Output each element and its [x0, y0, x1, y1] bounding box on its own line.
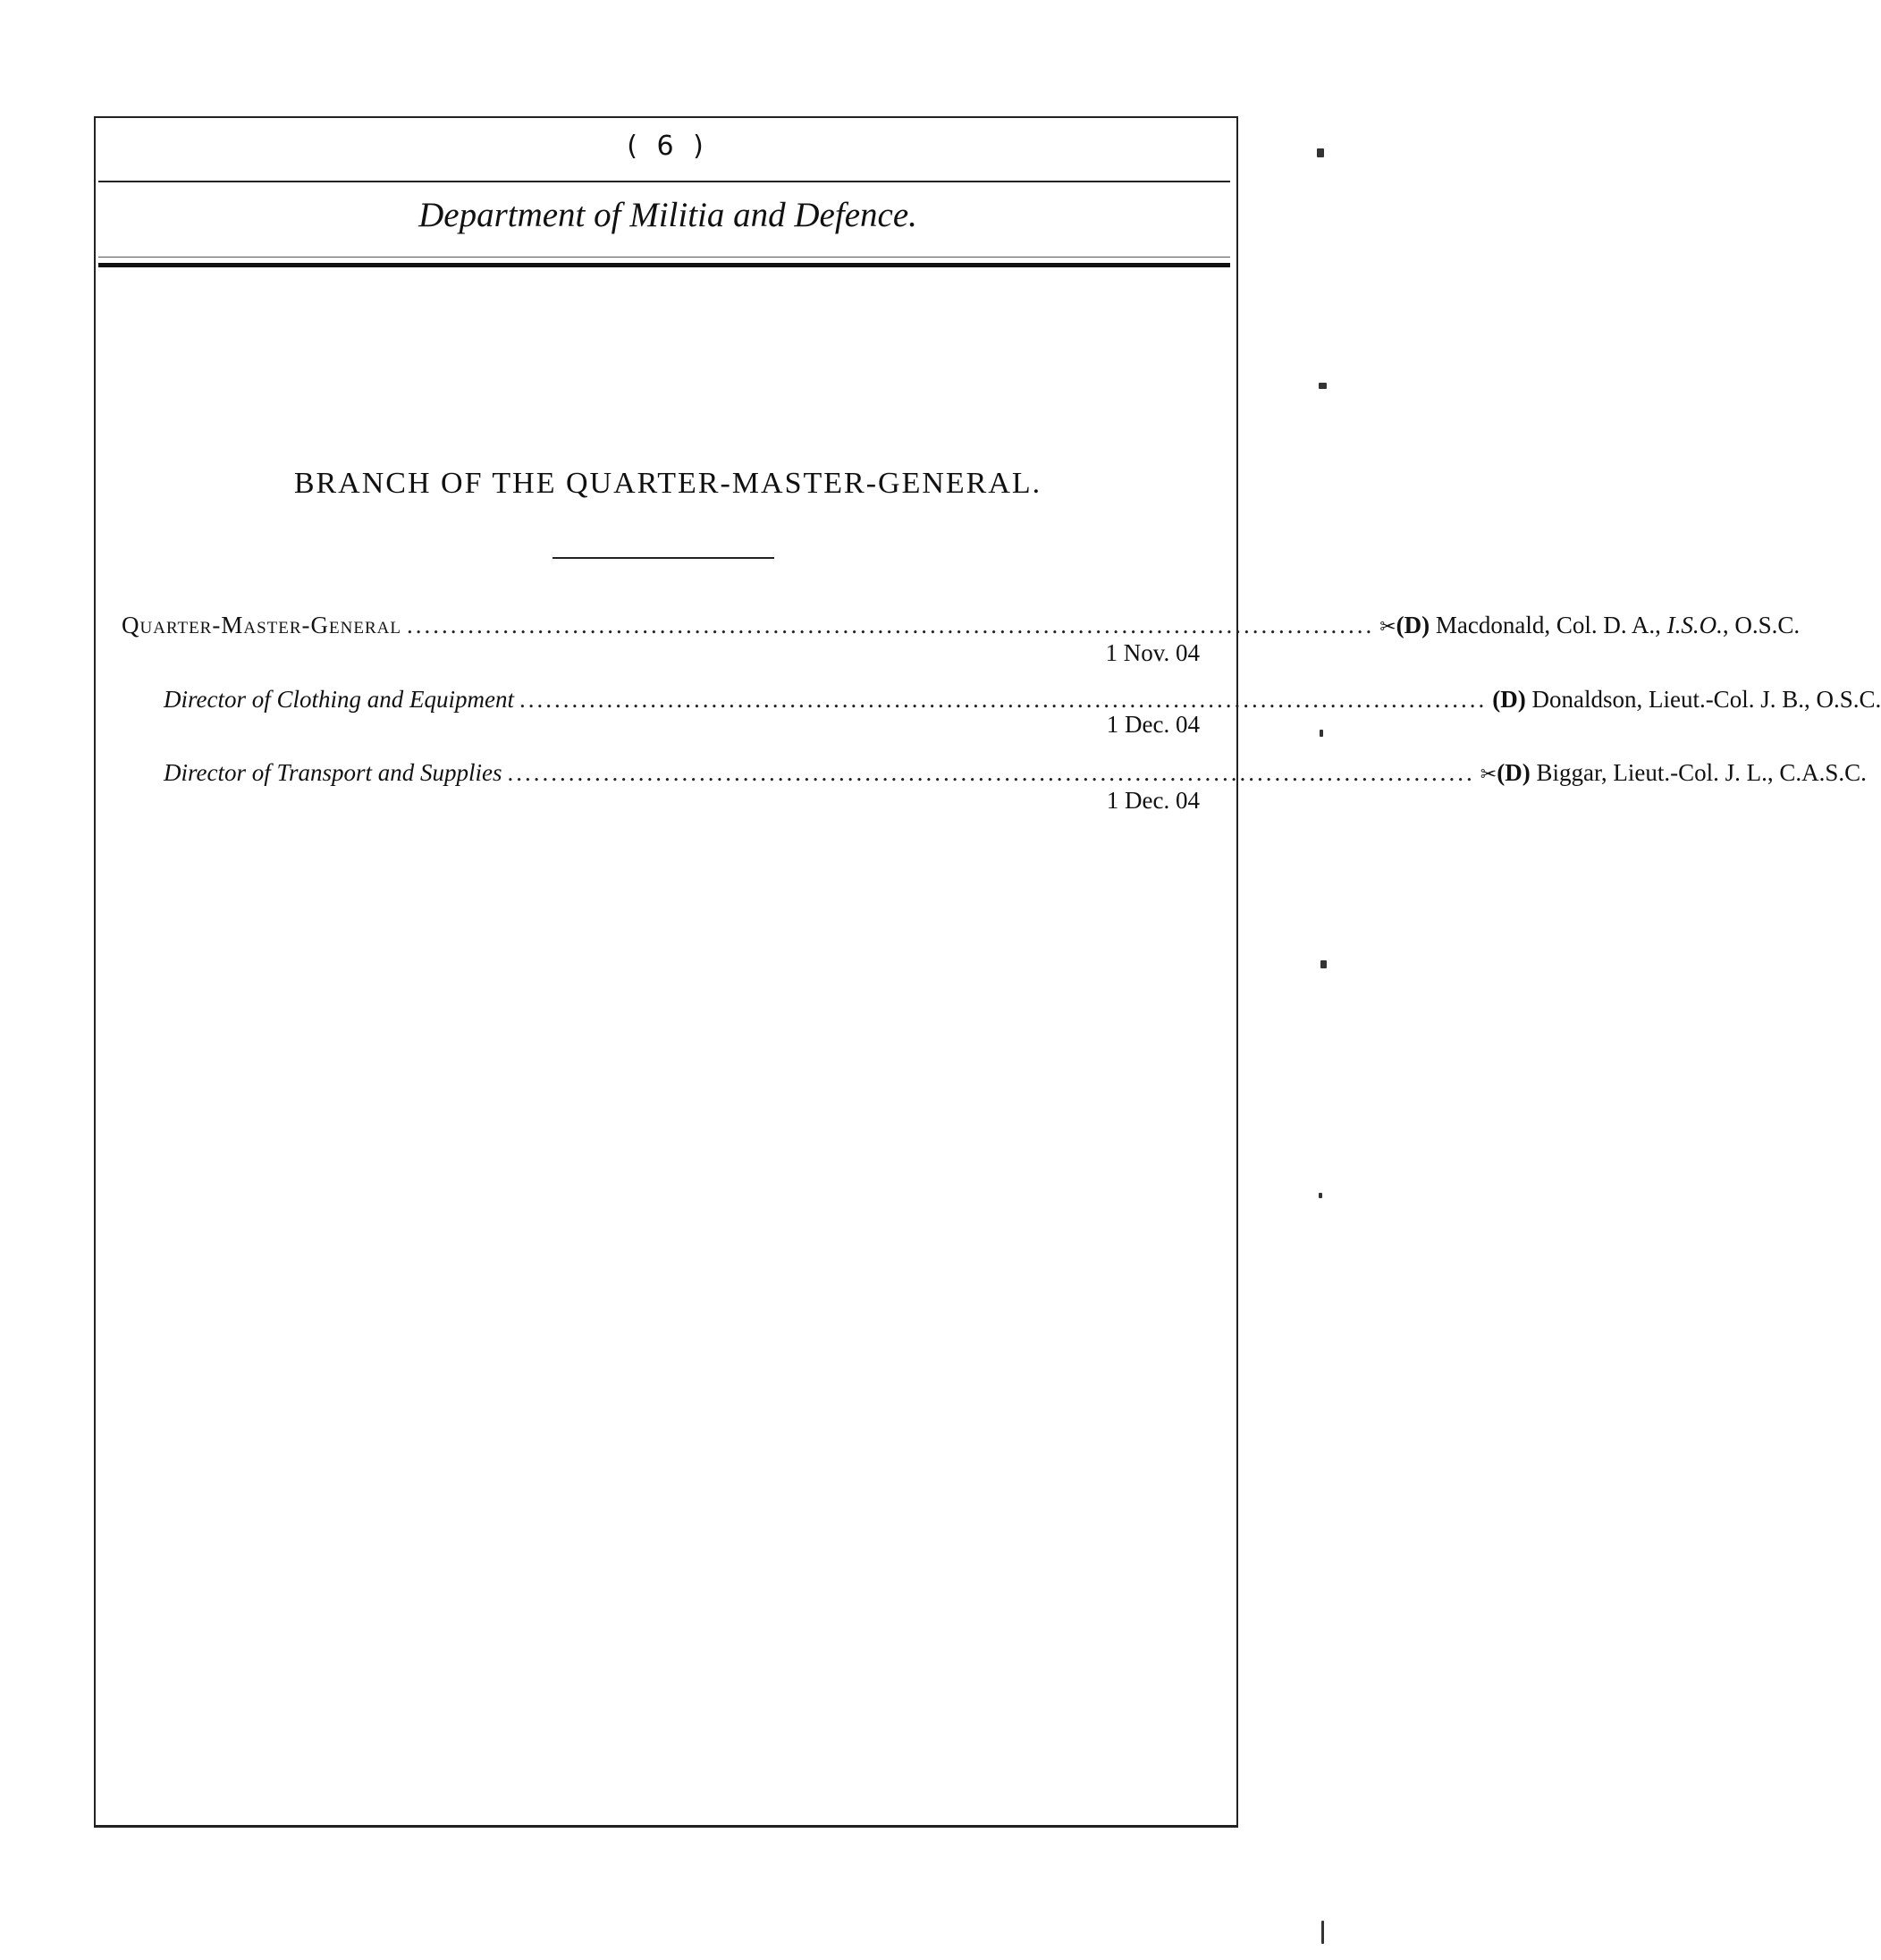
holder-name: Biggar, Lieut.-Col. J. L., C.A.S.C.: [1536, 759, 1867, 786]
scan-speck: [1320, 960, 1327, 968]
scan-speck: [1319, 383, 1327, 389]
holder-suffix: , O.S.C.: [1722, 612, 1801, 638]
holder-name: Donaldson, Lieut.-Col. J. B., O.S.C.: [1531, 686, 1881, 713]
page-number: ( 6 ): [627, 131, 709, 162]
holder-honour: I.S.O.: [1666, 612, 1723, 638]
office-title: Quarter-Master-General: [122, 612, 401, 638]
header-thin-rule: [98, 257, 1230, 258]
appointment-date: 1 Dec. 04: [1106, 711, 1200, 738]
scissors-icon: ✂: [1379, 616, 1396, 638]
office-title: Director of Clothing and Equipment: [164, 686, 514, 713]
designation-mark: (D): [1396, 612, 1430, 638]
header-thick-rule: [98, 263, 1230, 267]
appointment-entry: [122, 612, 1801, 666]
scan-speck: [1317, 148, 1324, 157]
dot-leader: ...............................................................................................................: [507, 759, 1475, 786]
holder-name: Macdonald, Col. D. A.,: [1435, 612, 1661, 638]
appointment-entry: [164, 686, 1881, 738]
office-holder: [1379, 612, 1800, 641]
scan-speck: [1320, 730, 1323, 737]
office-holder: [1480, 759, 1867, 789]
dot-leader: ...............................................................................................................: [519, 686, 1488, 713]
dot-leader: ...............................................................................................................: [406, 612, 1375, 638]
page-bottom-rule: [94, 1825, 1236, 1828]
page-frame: [94, 116, 1238, 1828]
office-holder: [1492, 686, 1881, 713]
running-head: Department of Militia and Defence.: [418, 196, 917, 234]
designation-mark: (D): [1497, 759, 1531, 786]
section-title: BRANCH OF THE QUARTER-MASTER-GENERAL.: [293, 467, 1042, 500]
office-title: Director of Transport and Supplies: [164, 759, 502, 786]
appointment-entry: [164, 759, 1867, 814]
appointment-date: 1 Dec. 04: [1106, 787, 1200, 814]
scan-speck: [1321, 1921, 1324, 1944]
scissors-icon: ✂: [1480, 764, 1497, 786]
appointment-date: 1 Nov. 04: [1105, 639, 1200, 666]
scan-speck: [1319, 1193, 1322, 1198]
header-rule: [98, 181, 1230, 182]
designation-mark: (D): [1492, 686, 1526, 713]
section-divider: [552, 557, 774, 559]
